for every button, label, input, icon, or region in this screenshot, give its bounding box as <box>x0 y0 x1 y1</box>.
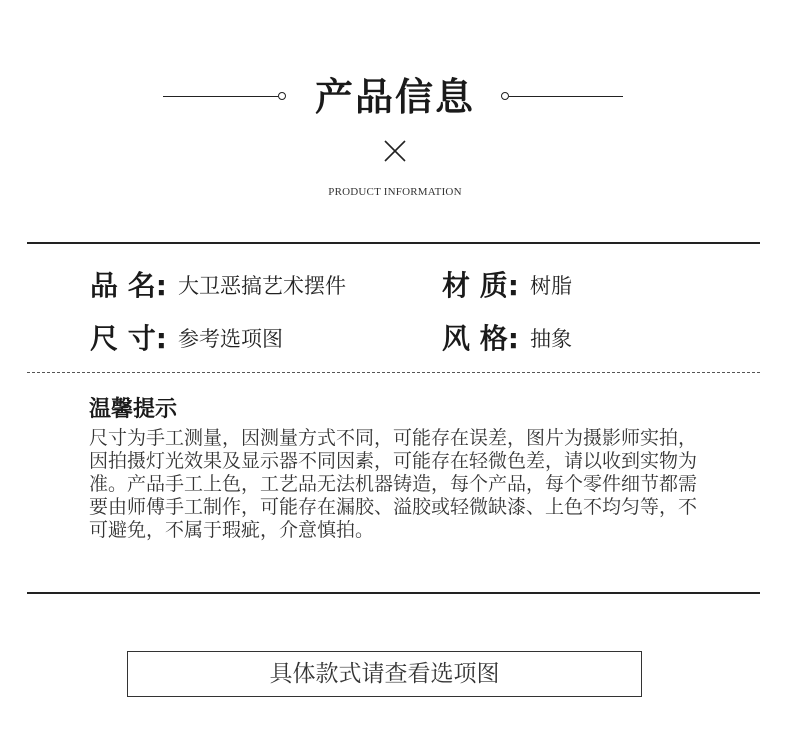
info-material-row <box>442 265 572 305</box>
info-name-row <box>90 265 346 305</box>
material-label: 材 质: <box>442 268 519 302</box>
style-value: 抽象 <box>530 326 573 351</box>
view-options-button[interactable]: 具体款式请查看选项图 <box>127 651 642 697</box>
divider-bottom <box>27 592 760 594</box>
notice-title: 温馨提示 <box>89 397 178 422</box>
page-subtitle: PRODUCT INFORMATION <box>328 186 462 198</box>
info-size-row <box>90 318 283 358</box>
divider-dashed <box>27 372 760 373</box>
cross-icon <box>382 138 408 164</box>
circle-icon <box>501 92 509 100</box>
title-block <box>0 72 790 122</box>
style-label: 风 格: <box>442 321 519 355</box>
size-value: 参考选项图 <box>178 326 284 351</box>
divider-top <box>27 242 760 244</box>
size-label: 尺 寸: <box>90 321 167 355</box>
info-style-row <box>442 318 572 358</box>
page-title: 产品信息 <box>314 75 475 119</box>
name-label: 品 名: <box>90 268 167 302</box>
title-line-right <box>509 96 623 97</box>
name-value: 大卫恶搞艺术摆件 <box>178 273 347 298</box>
material-value: 树脂 <box>530 273 573 298</box>
notice-body: 尺寸为手工测量，因测量方式不同，可能存在误差，图片为摄影师实拍，因拍摄灯光效果及显示器不同因素，可能存在轻微色差，请以收到实物为准。产品手工上色，工艺品无法机器铸造，每个产品，每个零件细节都需要由师傅手工制作，可能存在漏胶、溢胶或轻微缺漆、上色不均匀等，不可避免，不属于瑕疵，介意慎拍。 <box>89 427 698 541</box>
